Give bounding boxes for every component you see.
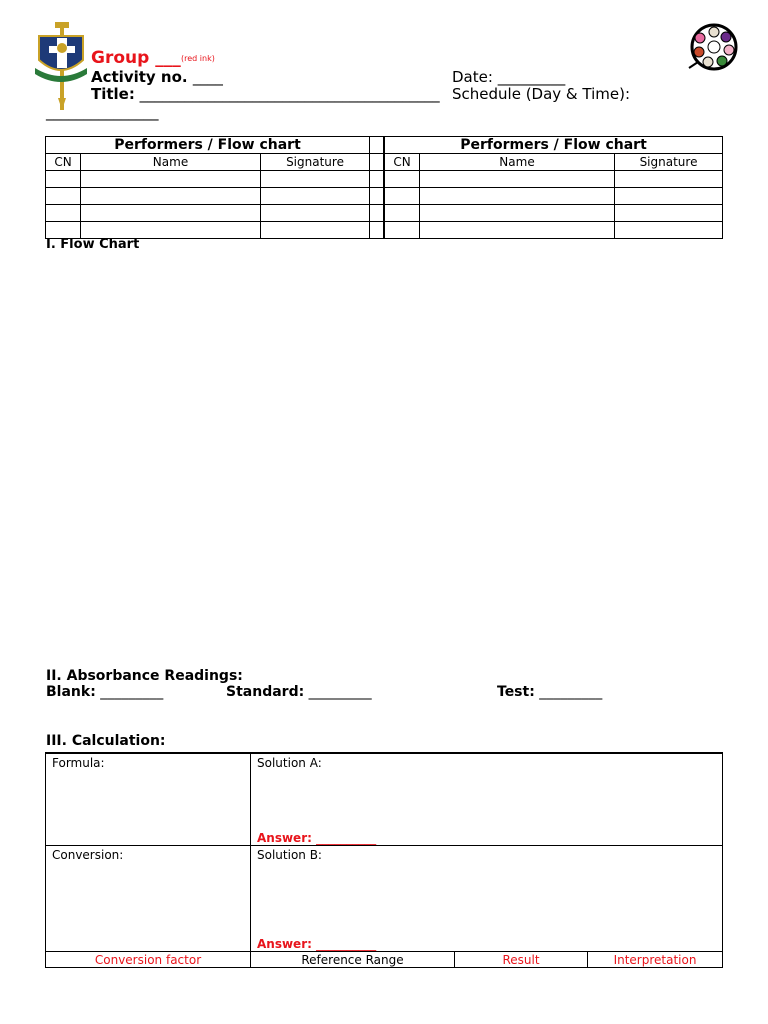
cn-cell[interactable]	[385, 171, 420, 188]
name-cell[interactable]	[420, 222, 615, 239]
table-row	[385, 222, 723, 239]
performers-table-left	[45, 136, 370, 239]
table-row	[46, 205, 370, 222]
blank-reading: Blank: _________	[46, 684, 164, 700]
result-label: Result	[455, 952, 588, 968]
conversion-factor-label: Conversion factor	[46, 952, 251, 968]
cn-cell[interactable]	[385, 222, 420, 239]
col-signature: Signature	[261, 154, 370, 171]
date-field: Date: _________	[452, 68, 566, 86]
table-row	[385, 188, 723, 205]
interpretation-label: Interpretation	[588, 952, 723, 968]
table-row	[46, 188, 370, 205]
performers-title: Performers / Flow chart	[385, 137, 723, 154]
signature-cell[interactable]	[261, 205, 370, 222]
col-name: Name	[81, 154, 261, 171]
name-cell[interactable]	[420, 188, 615, 205]
group-label: Group ___	[91, 48, 181, 68]
cn-cell[interactable]	[385, 188, 420, 205]
absorbance-heading: II. Absorbance Readings:	[46, 668, 243, 684]
table-row	[385, 171, 723, 188]
conversion-cell[interactable]	[46, 846, 251, 952]
table-spacer-column	[369, 136, 384, 239]
col-cn: CN	[385, 154, 420, 171]
schedule-blank: _______________	[46, 103, 159, 121]
name-cell[interactable]	[81, 222, 261, 239]
table-row	[46, 171, 370, 188]
answer-b: Answer: __________	[257, 937, 377, 951]
table-row	[385, 205, 723, 222]
flow-chart-heading: I. Flow Chart	[46, 237, 140, 252]
title-field: Title: ________________________________________	[91, 85, 440, 103]
test-reading: Test: _________	[497, 684, 603, 700]
solution-a-label: Solution A:	[257, 756, 322, 770]
reference-range-label: Reference Range	[251, 952, 455, 968]
conversion-label: Conversion:	[52, 848, 124, 862]
col-cn: CN	[46, 154, 81, 171]
answer-a: Answer: __________	[257, 831, 377, 845]
performers-table-right	[384, 136, 723, 239]
schedule-field: Schedule (Day & Time):	[452, 85, 631, 103]
name-cell[interactable]	[420, 171, 615, 188]
signature-cell[interactable]	[261, 171, 370, 188]
school-crest-logo	[33, 22, 89, 112]
col-name: Name	[420, 154, 615, 171]
solution-a-cell[interactable]	[251, 753, 723, 846]
performers-title: Performers / Flow chart	[46, 137, 370, 154]
table-row	[46, 222, 370, 239]
activity-label: Activity no. ____	[91, 68, 223, 86]
calculation-table	[45, 752, 723, 968]
signature-cell[interactable]	[615, 188, 723, 205]
standard-reading: Standard: _________	[226, 684, 372, 700]
signature-cell[interactable]	[615, 171, 723, 188]
solution-b-cell[interactable]	[251, 846, 723, 952]
cn-cell[interactable]	[46, 188, 81, 205]
calculation-heading: III. Calculation:	[46, 733, 166, 749]
cn-cell[interactable]	[46, 171, 81, 188]
name-cell[interactable]	[81, 205, 261, 222]
signature-cell[interactable]	[615, 205, 723, 222]
formula-cell[interactable]	[46, 753, 251, 846]
name-cell[interactable]	[81, 171, 261, 188]
group-note: (red ink)	[181, 54, 215, 63]
signature-cell[interactable]	[261, 222, 370, 239]
cn-cell[interactable]	[385, 205, 420, 222]
name-cell[interactable]	[420, 205, 615, 222]
name-cell[interactable]	[81, 188, 261, 205]
solution-b-label: Solution B:	[257, 848, 322, 862]
signature-cell[interactable]	[261, 188, 370, 205]
cn-cell[interactable]	[46, 222, 81, 239]
formula-label: Formula:	[52, 756, 105, 770]
col-signature: Signature	[615, 154, 723, 171]
cn-cell[interactable]	[46, 205, 81, 222]
department-wheel-logo	[686, 22, 742, 72]
signature-cell[interactable]	[615, 222, 723, 239]
